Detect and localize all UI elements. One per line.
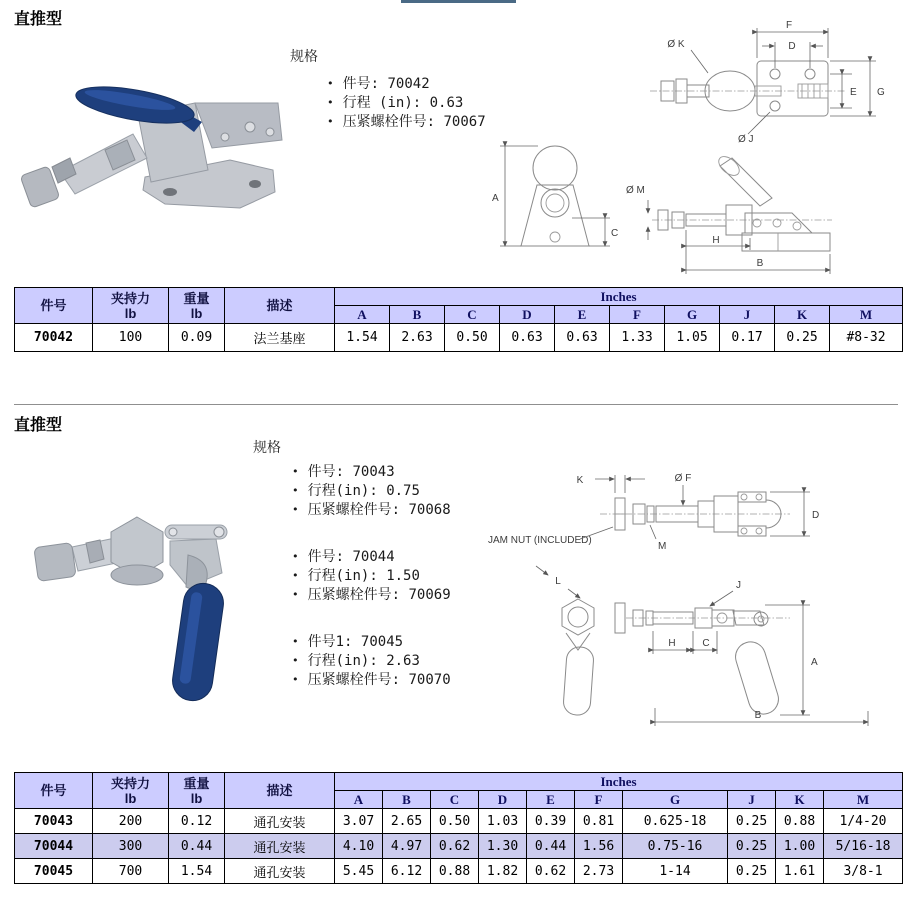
dim-label-l: L (555, 576, 561, 587)
cell-dim: 4.97 (383, 834, 431, 859)
cell-dim: 1.33 (610, 324, 665, 352)
dim-label-b2: B (754, 710, 762, 721)
spec-item: • 行程(in): 2.63 (292, 652, 451, 671)
cell-weight: 0.44 (169, 834, 225, 859)
col-header-dim-j: J (728, 791, 776, 809)
section2-spec-list-70043 (292, 463, 451, 520)
cell-dim: 0.25 (728, 859, 776, 884)
cell-dim: 0.25 (728, 809, 776, 834)
cell-dim: 1.03 (479, 809, 527, 834)
dim-label-c: C (611, 228, 619, 239)
spec-item: • 件号: 70042 (327, 75, 486, 94)
dim-label-k: K (576, 475, 584, 486)
spec-item: • 件号: 70044 (292, 548, 451, 567)
spec-item: • 行程(in): 1.50 (292, 567, 451, 586)
cell-dim: 1.30 (479, 834, 527, 859)
table-row-70043 (15, 809, 903, 834)
cell-dim: 0.50 (445, 324, 500, 352)
dim-label-ok: Ø K (667, 39, 685, 50)
cell-dim: 0.50 (431, 809, 479, 834)
cell-force: 200 (93, 809, 169, 834)
dim-label-c2: C (702, 638, 710, 649)
col-header-dim-d: D (479, 791, 527, 809)
section2-title: 直推型 (14, 417, 63, 434)
spec-item: • 件号1: 70045 (292, 633, 451, 652)
cell-desc: 通孔安装 (225, 834, 335, 859)
dim-label-m2: M (658, 541, 667, 552)
col-header-dim-a: A (335, 306, 390, 324)
cell-dim: 0.63 (555, 324, 610, 352)
col-header-force-line1: 夹持力 (110, 775, 150, 791)
dim-label-h2: H (668, 638, 676, 649)
dim-label-h: H (712, 235, 720, 246)
cell-dim: 0.75-16 (623, 834, 728, 859)
col-header-dim-b: B (383, 791, 431, 809)
section2-spec-list-70044 (292, 548, 451, 605)
cell-dim: 3.07 (335, 809, 383, 834)
technical-drawing-70042 (480, 18, 913, 290)
technical-drawing-70043 (480, 453, 913, 765)
col-header-force (93, 288, 169, 324)
cell-force: 100 (93, 324, 169, 352)
spec-item: • 行程 (in): 0.63 (327, 94, 486, 113)
section1-title: 直推型 (14, 11, 63, 28)
section1-spec-list (327, 75, 486, 132)
clamp-handle-blue (170, 581, 226, 703)
cell-dim: 6.12 (383, 859, 431, 884)
cell-part: 70044 (15, 834, 93, 859)
col-header-weight-line1: 重量 (183, 775, 210, 791)
dim-label-a: A (492, 193, 499, 204)
dim-label-om: Ø M (626, 185, 645, 196)
col-header-inches: Inches (335, 288, 903, 306)
clamp-body (34, 517, 227, 589)
dim-label-d2: D (812, 510, 820, 521)
cell-dim: 1/4-20 (824, 809, 903, 834)
col-header-weight-line1: 重量 (183, 290, 210, 306)
cell-force: 300 (93, 834, 169, 859)
cell-desc: 通孔安装 (225, 809, 335, 834)
col-header-dim-g: G (623, 791, 728, 809)
spec-table-70043-45 (14, 772, 903, 884)
cell-dim: 0.625-18 (623, 809, 728, 834)
section1-spec-heading: 规格 (290, 48, 318, 64)
cell-dim: 0.62 (431, 834, 479, 859)
col-header-dim-d: D (500, 306, 555, 324)
col-header-force-line1: 夹持力 (110, 290, 150, 306)
view-front (492, 146, 618, 246)
col-header-part: 件号 (15, 773, 93, 809)
col-header-dim-f: F (610, 306, 665, 324)
cell-weight: 0.09 (169, 324, 225, 352)
table-row-70042 (15, 324, 903, 352)
col-header-dim-f: F (575, 791, 623, 809)
view-front-handle (536, 566, 594, 716)
cell-dim: 0.62 (527, 859, 575, 884)
dim-label-d: D (788, 41, 796, 52)
col-header-part: 件号 (15, 288, 93, 324)
product-photo-70043 (20, 495, 250, 730)
product-photo-70042 (12, 70, 298, 242)
cell-dim: #8-32 (830, 324, 903, 352)
spec-item: • 压紧螺栓件号: 70069 (292, 586, 451, 605)
col-header-desc: 描述 (225, 773, 335, 809)
col-header-inches: Inches (335, 773, 903, 791)
col-header-desc: 描述 (225, 288, 335, 324)
cell-dim: 5/16-18 (824, 834, 903, 859)
cell-dim: 3/8-1 (824, 859, 903, 884)
view-side-top (650, 20, 885, 145)
view-spindle-top (488, 473, 819, 552)
jam-nut-label: JAM NUT (INCLUDED) (488, 535, 592, 546)
col-header-dim-k: K (775, 306, 830, 324)
view-side-handle (615, 580, 868, 726)
dim-label-b: B (756, 258, 764, 269)
col-header-dim-m: M (830, 306, 903, 324)
cell-dim: 1.00 (776, 834, 824, 859)
cell-dim: 1.54 (335, 324, 390, 352)
cell-part: 70045 (15, 859, 93, 884)
col-header-dim-k: K (776, 791, 824, 809)
dim-label-oj: Ø J (738, 134, 754, 145)
col-header-force-unit: lb (124, 305, 137, 321)
col-header-force-unit: lb (124, 790, 137, 806)
cell-dim: 1.61 (776, 859, 824, 884)
cell-force: 700 (93, 859, 169, 884)
spec-table-70042 (14, 287, 903, 352)
cell-dim: 0.39 (527, 809, 575, 834)
col-header-weight-unit: lb (190, 790, 203, 806)
cell-dim: 1.05 (665, 324, 720, 352)
dim-label-of: Ø F (674, 473, 692, 484)
col-header-weight (169, 288, 225, 324)
cell-dim: 4.10 (335, 834, 383, 859)
cell-dim: 0.44 (527, 834, 575, 859)
section2-spec-list-70045 (292, 633, 451, 690)
cell-part: 70042 (15, 324, 93, 352)
col-header-force (93, 773, 169, 809)
col-header-dim-b: B (390, 306, 445, 324)
spec-item: • 压紧螺栓件号: 70067 (327, 113, 486, 132)
table-row-70044 (15, 834, 903, 859)
top-tab-fragment (401, 0, 516, 3)
spec-item: • 压紧螺栓件号: 70068 (292, 501, 451, 520)
col-header-dim-e: E (527, 791, 575, 809)
cell-dim: 2.65 (383, 809, 431, 834)
dim-label-g: G (877, 87, 885, 98)
cell-dim: 1.82 (479, 859, 527, 884)
col-header-weight (169, 773, 225, 809)
cell-dim: 1-14 (623, 859, 728, 884)
cell-weight: 0.12 (169, 809, 225, 834)
col-header-dim-c: C (431, 791, 479, 809)
col-header-dim-g: G (665, 306, 720, 324)
cell-dim: 1.56 (575, 834, 623, 859)
view-side-bottom (626, 153, 832, 274)
section2-spec-heading: 规格 (253, 439, 281, 455)
cell-dim: 0.17 (720, 324, 775, 352)
cell-part: 70043 (15, 809, 93, 834)
col-header-dim-m: M (824, 791, 903, 809)
cell-dim: 2.73 (575, 859, 623, 884)
col-header-dim-e: E (555, 306, 610, 324)
cell-dim: 0.81 (575, 809, 623, 834)
dim-label-f: F (785, 20, 793, 31)
spec-item: • 件号: 70043 (292, 463, 451, 482)
col-header-dim-a: A (335, 791, 383, 809)
cell-dim: 0.63 (500, 324, 555, 352)
dim-label-j: J (736, 580, 741, 591)
cell-dim: 0.88 (431, 859, 479, 884)
table-row-70045 (15, 859, 903, 884)
cell-dim: 5.45 (335, 859, 383, 884)
spec-item: • 行程(in): 0.75 (292, 482, 451, 501)
col-header-dim-c: C (445, 306, 500, 324)
dim-label-e: E (850, 87, 857, 98)
col-header-weight-unit: lb (190, 305, 203, 321)
cell-dim: 2.63 (390, 324, 445, 352)
col-header-dim-j: J (720, 306, 775, 324)
cell-dim: 0.25 (775, 324, 830, 352)
dim-label-a2: A (811, 657, 818, 668)
cell-weight: 1.54 (169, 859, 225, 884)
cell-desc: 法兰基座 (225, 324, 335, 352)
cell-dim: 0.25 (728, 834, 776, 859)
section-divider (14, 404, 898, 405)
cell-dim: 0.88 (776, 809, 824, 834)
cell-desc: 通孔安装 (225, 859, 335, 884)
spec-item: • 压紧螺栓件号: 70070 (292, 671, 451, 690)
